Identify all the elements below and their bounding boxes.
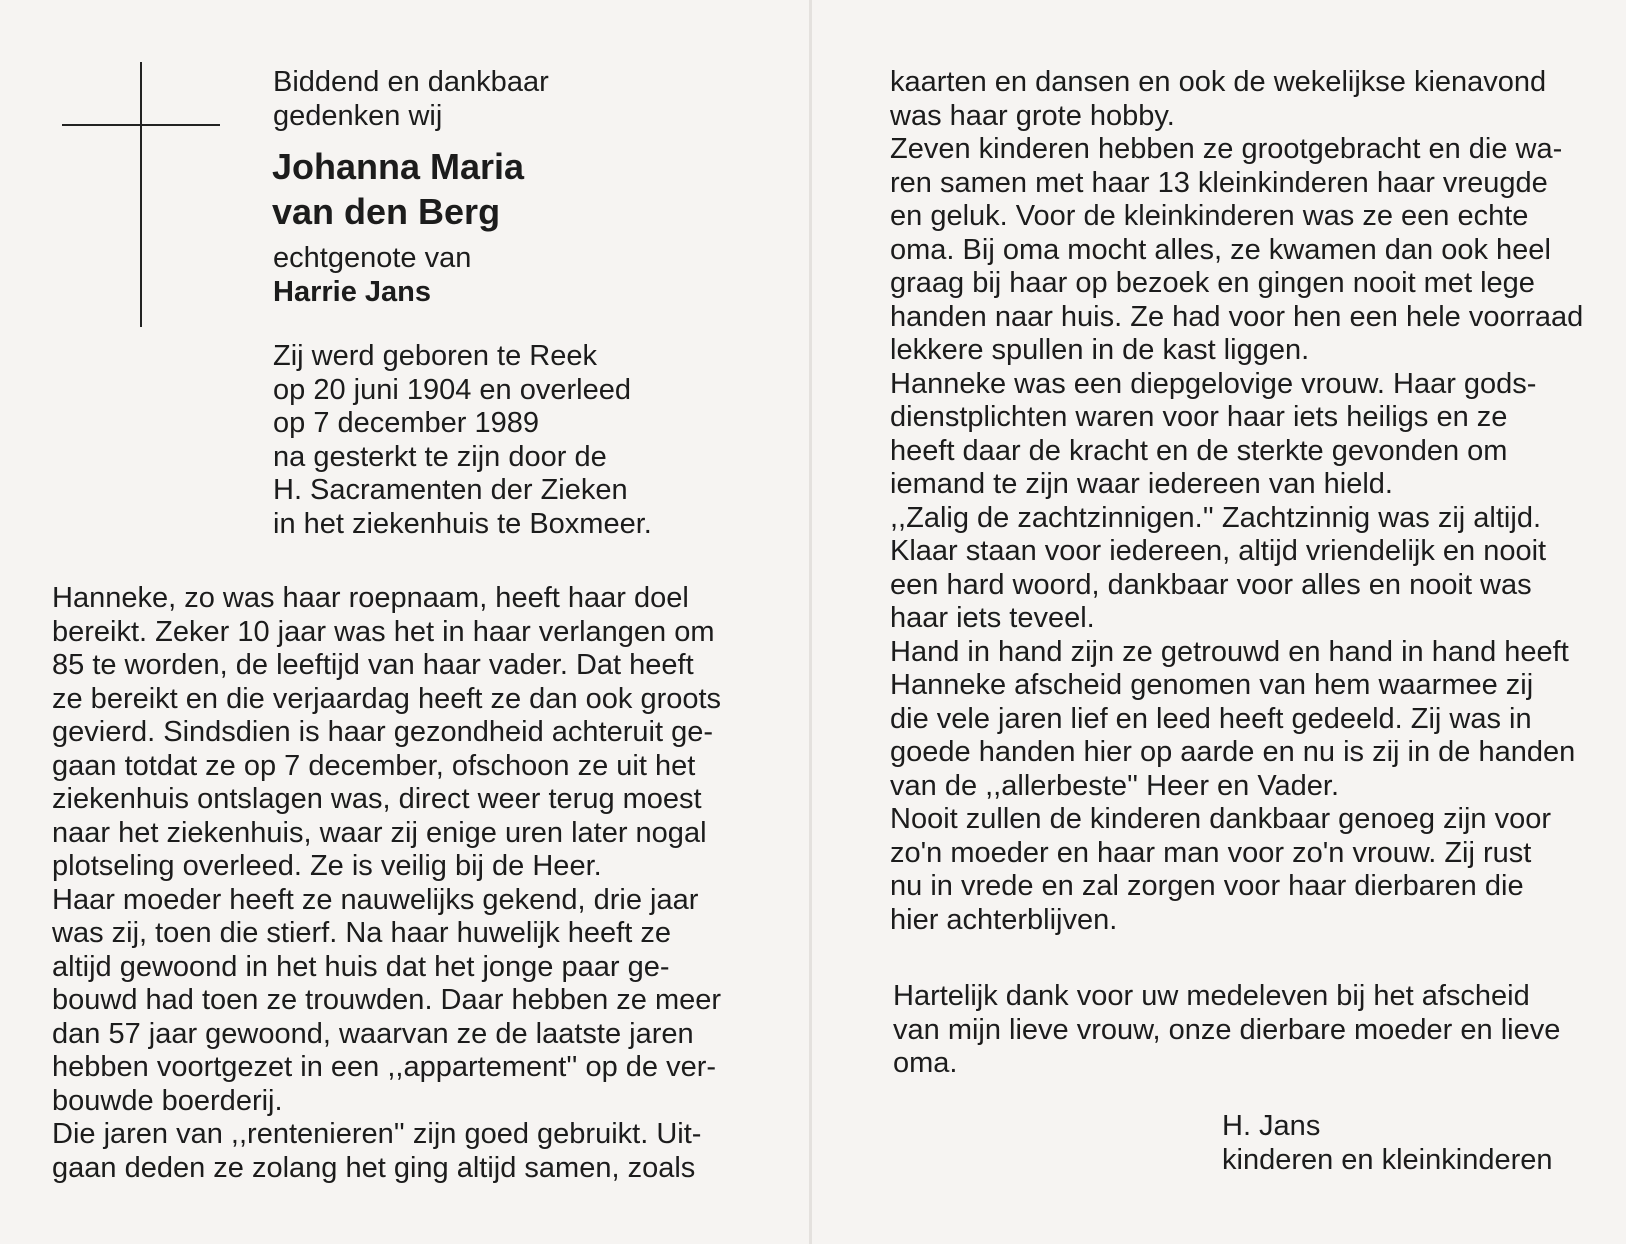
bio-line: was haar grote hobby. [890, 99, 1175, 132]
birth-line: op 20 juni 1904 en overleed [273, 373, 631, 406]
name-line: van den Berg [272, 191, 501, 232]
bio-line: goede handen hier op aarde en nu is zij in de handen [890, 736, 1576, 768]
bio-line: graag bij haar op bezoek en gingen nooit met lege [890, 267, 1535, 299]
bio-line: dan 57 jaar gewoond, waarvan ze de laatste jaren [52, 1017, 694, 1050]
signature-block [1222, 1110, 1553, 1177]
bio-line: gaan deden ze zolang het ging altijd samen, zoals [52, 1151, 696, 1184]
spouse-name: Harrie Jans [273, 275, 431, 308]
bio-line: Hand in hand zijn ze getrouwd en hand in hand heeft [890, 635, 1569, 668]
bio-line: gevierd. Sindsdien is haar gezondheid achteruit ge- [52, 716, 713, 748]
name-line: Johanna Maria [272, 146, 525, 187]
bio-line: ze bereikt en die verjaardag heeft ze dan ook groots [52, 682, 722, 715]
bio-line: lekkere spullen in de kast liggen. [890, 334, 1310, 366]
bio-line: ren samen met haar 13 kleinkinderen haar vreugde [890, 166, 1548, 199]
bio-line: 85 te worden, de leeftijd van haar vader. Dat heeft [52, 649, 694, 681]
bio-line: bouwde boerderij. [52, 1084, 283, 1117]
bio-line: ,,Zalig de zachtzinnigen.'' Zachtzinnig was zij altijd. [890, 501, 1541, 534]
thanks-line: oma. [893, 1047, 958, 1079]
bio-line: zo'n moeder en haar man voor zo'n vrouw. Zij rust [890, 836, 1532, 869]
bio-line: Hanneke afscheid genomen van hem waarmee zij [890, 669, 1534, 701]
left-panel [0, 0, 810, 1244]
bio-line: dienstplichten waren voor haar iets heiligs en ze [890, 401, 1508, 433]
bio-line: handen naar huis. Ze had voor hen een hele voorraad [890, 300, 1584, 333]
header-line: Biddend en dankbaar [273, 66, 549, 98]
bio-line: van de ,,allerbeste'' Heer en Vader. [890, 769, 1340, 802]
deceased-name [272, 144, 524, 234]
bio-line: naar het ziekenhuis, waar zij enige uren later nogal [52, 816, 707, 849]
bio-line: bereikt. Zeker 10 jaar was het in haar verlangen om [52, 615, 715, 648]
thanks-block [893, 980, 1560, 1081]
bio-line: Haar moeder heeft ze nauwelijks gekend, drie jaar [52, 883, 699, 916]
biography-left [52, 582, 721, 1185]
birth-line: na gesterkt te zijn door de [273, 440, 607, 473]
spouse-intro: echtgenote van [273, 242, 472, 274]
header-line: gedenken wij [273, 99, 443, 132]
thanks-line: van mijn lieve vrouw, onze dierbare moeder en lieve [893, 1013, 1561, 1046]
bio-line: was zij, toen die stierf. Na haar huwelijk heeft ze [52, 917, 671, 949]
bio-line: nu in vrede en zal zorgen voor haar dierbaren die [890, 870, 1524, 902]
birth-line: H. Sacramenten der Zieken [273, 474, 628, 506]
bio-line: Hanneke was een diepgelovige vrouw. Haar gods- [890, 367, 1537, 400]
bio-line: die vele jaren lief en leed heeft gedeeld. Zij was in [890, 702, 1532, 735]
header [273, 66, 549, 133]
bio-line: hier achterblijven. [890, 903, 1118, 936]
bio-line: plotseling overleed. Ze is veilig bij de Heer. [52, 850, 602, 882]
cross-icon-vertical [140, 62, 142, 327]
birth-line: in het ziekenhuis te Boxmeer. [273, 507, 652, 540]
bio-line: kaarten en dansen en ook de wekelijkse kienavond [890, 66, 1547, 98]
bio-line: gaan totdat ze op 7 december, ofschoon ze uit het [52, 749, 696, 782]
bio-line: iemand te zijn waar iedereen van hield. [890, 468, 1393, 500]
signature-name: H. Jans [1222, 1110, 1321, 1142]
bio-line: haar iets teveel. [890, 602, 1095, 634]
cross-icon-horizontal [62, 124, 220, 126]
bio-line: heeft daar de kracht en de sterkte gevonden om [890, 434, 1508, 467]
bio-line: Die jaren van ,,rentenieren'' zijn goed gebruikt. Uit- [52, 1118, 702, 1150]
bio-line: Klaar staan voor iedereen, altijd vriendelijk en nooit [890, 535, 1547, 567]
bio-line: ziekenhuis ontslagen was, direct weer terug moest [52, 783, 702, 815]
bio-line: oma. Bij oma mocht alles, ze kwamen dan ook heel [890, 233, 1551, 266]
birth-death-block [273, 340, 652, 541]
birth-line: Zij werd geboren te Reek [273, 340, 597, 372]
bio-line: hebben voortgezet in een ,,appartement'' op de ver- [52, 1051, 717, 1083]
bio-line: Zeven kinderen hebben ze grootgebracht en die wa- [890, 133, 1563, 165]
biography-right [890, 66, 1583, 937]
bio-line: Nooit zullen de kinderen dankbaar genoeg zijn voor [890, 803, 1551, 835]
spouse-block [273, 242, 471, 309]
thanks-line: Hartelijk dank voor uw medeleven bij het afscheid [893, 980, 1530, 1012]
bio-line: bouwd had toen ze trouwden. Daar hebben ze meer [52, 984, 722, 1016]
bio-line: een hard woord, dankbaar voor alles en nooit was [890, 568, 1532, 601]
bio-line: altijd gewoond in het huis dat het jonge paar ge- [52, 950, 670, 983]
birth-line: op 7 december 1989 [273, 407, 540, 439]
bio-line: en geluk. Voor de kleinkinderen was ze een echte [890, 200, 1529, 232]
bio-line: Hanneke, zo was haar roepnaam, heeft haar doel [52, 582, 689, 614]
signature-family: kinderen en kleinkinderen [1222, 1143, 1553, 1176]
